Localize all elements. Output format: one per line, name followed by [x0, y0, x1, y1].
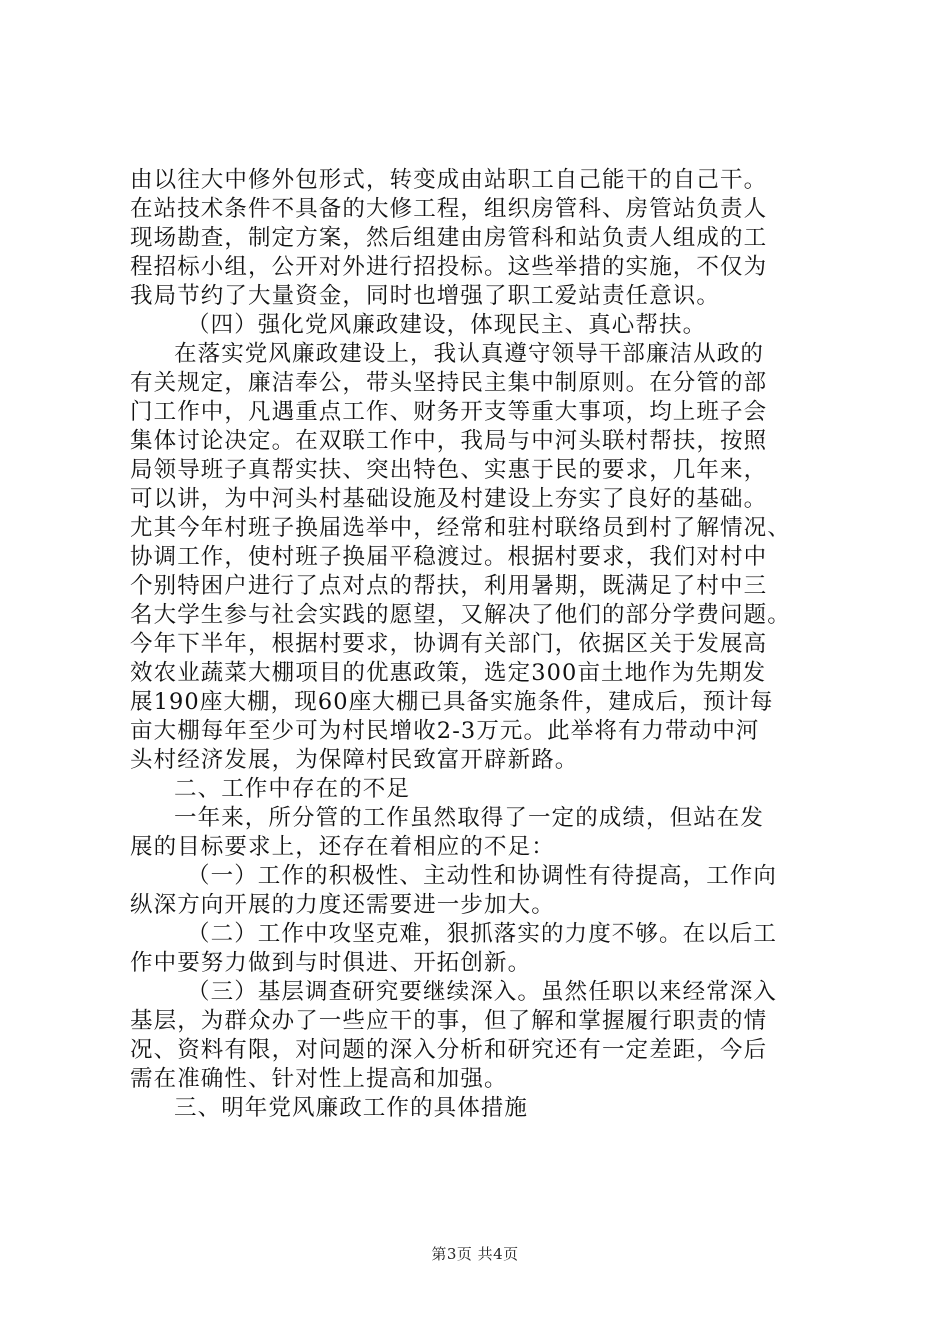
text-line: 尤其今年村班子换届选举中，经常和驻村联络员到村了解情况、: [130, 515, 791, 541]
text-line: 作中要努力做到与时俱进、开拓创新。: [130, 950, 532, 976]
section-heading: 三、明年党风廉政工作的具体措施: [174, 1095, 529, 1121]
text-line: 基层，为群众办了一些应干的事，但了解和掌握履行职责的情: [130, 1008, 768, 1034]
text-line: 一年来，所分管的工作虽然取得了一定的成绩，但站在发: [174, 805, 765, 831]
text-line: （一）工作的积极性、主动性和协调性有待提高，工作向: [187, 863, 778, 889]
text-line: 纵深方向开展的力度还需要进一步加大。: [130, 892, 555, 918]
document-body: [130, 166, 830, 1123]
text-line: 有关规定，廉洁奉公，带头坚持民主集中制原则。在分管的部: [130, 370, 768, 396]
text-line: 在站技术条件不具备的大修工程，组织房管科、房管站负责人: [130, 196, 768, 222]
text-line: 协调工作，使村班子换届平稳渡过。根据村要求，我们对村中: [130, 544, 768, 570]
text-line: 可以讲，为中河头村基础设施及村建设上夯实了良好的基础。: [130, 486, 768, 512]
text-line: 在落实党风廉政建设上，我认真遵守领导干部廉洁从政的: [174, 341, 765, 367]
text-line: 局领导班子真帮实扶、突出特色、实惠于民的要求，几年来，: [130, 457, 768, 483]
text-line: 由以往大中修外包形式，转变成由站职工自己能干的自己干。: [130, 167, 768, 193]
text-line: 效农业蔬菜大棚项目的优惠政策，选定300亩土地作为先期发: [130, 660, 767, 686]
text-line: （三）基层调查研究要继续深入。虽然任职以来经常深入: [187, 979, 778, 1005]
text-line: 亩大棚每年至少可为村民增收2-3万元。此举将有力带动中河: [130, 718, 760, 744]
text-line: 我局节约了大量资金，同时也增强了职工爱站责任意识。: [130, 283, 721, 309]
text-line: （二）工作中攻坚克难，狠抓落实的力度不够。在以后工: [187, 921, 778, 947]
section-heading: 二、工作中存在的不足: [174, 776, 411, 802]
page-number: 第3页 共4页: [431, 1245, 519, 1263]
text-line: 展的目标要求上，还存在着相应的不足：: [130, 834, 555, 860]
text-line: 展190座大棚，现60座大棚已具备实施条件，建成后，预计每: [130, 689, 774, 715]
text-line: 名大学生参与社会实践的愿望，又解决了他们的部分学费问题。: [130, 602, 791, 628]
text-line: 况、资料有限，对问题的深入分析和研究还有一定差距，今后: [130, 1037, 768, 1063]
text-line: 程招标小组，公开对外进行招投标。这些举措的实施，不仅为: [130, 254, 768, 280]
text-line: 今年下半年，根据村要求，协调有关部门，依据区关于发展高: [130, 631, 768, 657]
page-footer: [0, 1244, 950, 1264]
section-heading: （四）强化党风廉政建设，体现民主、真心帮扶。: [187, 312, 707, 338]
text-line: 集体讨论决定。在双联工作中，我局与中河头联村帮扶，按照: [130, 428, 768, 454]
text-line: 个别特困户进行了点对点的帮扶，利用暑期，既满足了村中三: [130, 573, 768, 599]
text-line: 头村经济发展，为保障村民致富开辟新路。: [130, 747, 579, 773]
text-line: 现场勘查，制定方案，然后组建由房管科和站负责人组成的工: [130, 225, 768, 251]
text-line: 门工作中，凡遇重点工作、财务开支等重大事项，均上班子会: [130, 399, 768, 425]
text-line: 需在准确性、针对性上提高和加强。: [130, 1066, 508, 1092]
